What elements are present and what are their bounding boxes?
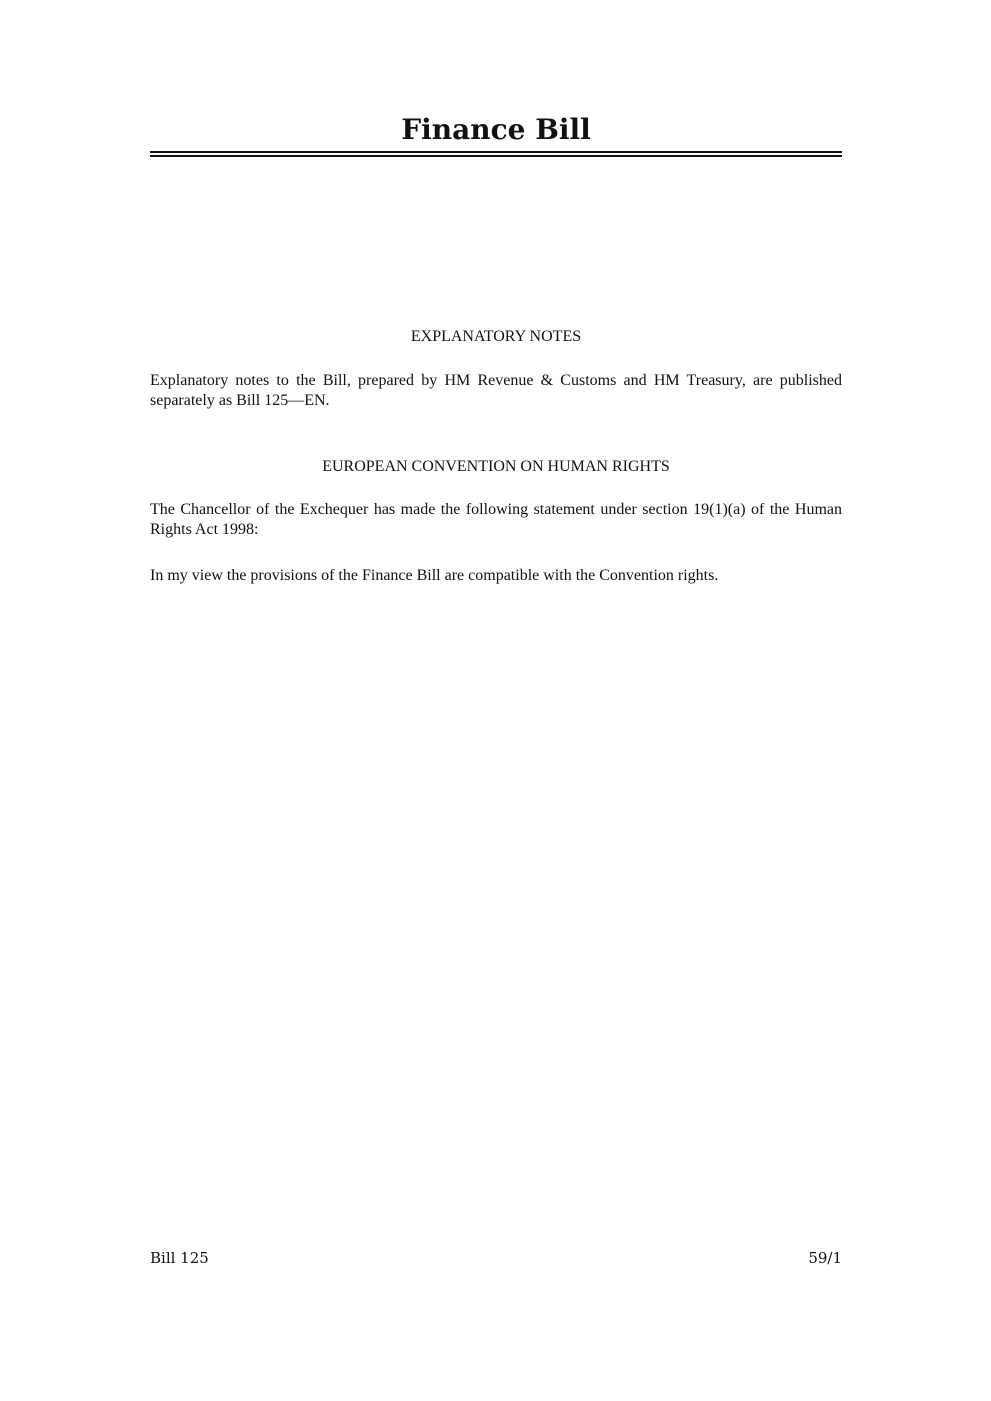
footer-bill-number: Bill 125 (150, 1249, 209, 1267)
title-rule-top (150, 151, 842, 153)
explanatory-notes-text: Explanatory notes to the Bill, prepared by HM Revenue & Customs and HM Treasury, are published separately as Bill 125—EN. (150, 372, 842, 409)
echr-statement-intro: The Chancellor of the Exchequer has made the following statement under section 19(1)(a) of the Human Rights Act 1998: (150, 501, 842, 538)
explanatory-notes-heading: EXPLANATORY NOTES (410, 328, 582, 345)
echr-statement: In my view the provisions of the Finance Bill are compatible with the Convention rights. (150, 567, 719, 584)
document-title: Finance Bill (401, 113, 591, 146)
footer-page-ref: 59/1 (808, 1249, 842, 1267)
echr-heading: EUROPEAN CONVENTION ON HUMAN RIGHTS (322, 458, 670, 475)
title-rule-bottom (150, 155, 842, 157)
